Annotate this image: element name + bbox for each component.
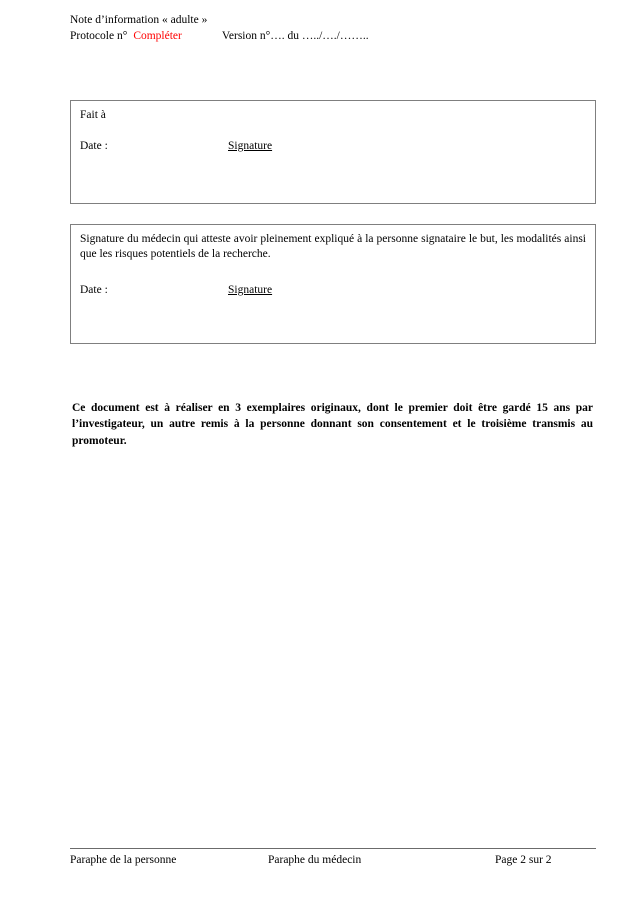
physician-signature-label: Signature (228, 284, 273, 296)
footer-physician-initials-label: Paraphe du médecin (268, 854, 362, 866)
header-title-line: Note d’information « adulte » (70, 14, 208, 26)
footer-person-initials-label: Paraphe de la personne (70, 854, 177, 866)
physician-statement-text: Signature du médecin qui atteste avoir pleinement expliqué à la personne signataire le but, les modalités ainsi que les risques potentiels de la recherche. (80, 233, 586, 260)
document-header (70, 12, 570, 44)
protocol-value-placeholder: Compléter (133, 30, 182, 42)
person-date-label: Date : (80, 140, 108, 152)
version-text: Version n°…. du …../…./…….. (221, 30, 369, 42)
person-signature-label: Signature (228, 140, 273, 152)
physician-date-signature-row (80, 283, 586, 299)
physician-signature-box-content (71, 225, 595, 299)
page-footer (70, 848, 596, 874)
person-signature-box-content (71, 101, 595, 155)
place-label: Fait à (80, 109, 106, 121)
person-signature-box (70, 100, 596, 204)
copies-notice-text: Ce document est à réaliser en 3 exemplaires originaux, dont le premier doit être gardé 15 ans par l’investigateur, un autre remis à la personne donnant son consentement et le troisième transmis au promoteur. (72, 401, 593, 447)
protocol-label: Protocole n° (70, 30, 128, 42)
person-date-signature-row (80, 139, 586, 155)
physician-date-label: Date : (80, 284, 108, 296)
header-protocol-line (70, 28, 570, 44)
footer-row (70, 854, 596, 874)
footer-page-number: Page 2 sur 2 (495, 854, 552, 866)
footer-divider (70, 848, 596, 849)
physician-signature-box (70, 224, 596, 344)
